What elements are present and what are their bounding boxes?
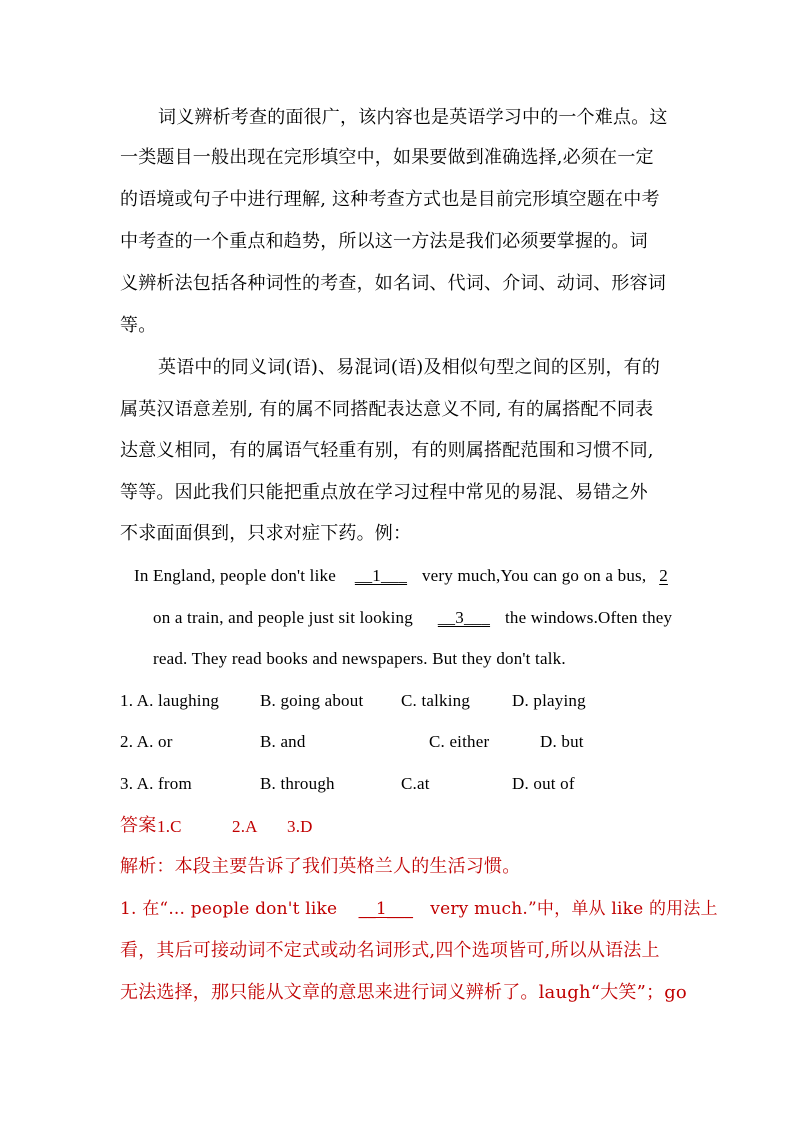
analysis-line-1 bbox=[120, 897, 718, 921]
option-1a: 1. A. laughing bbox=[120, 691, 220, 710]
option-2d: D. but bbox=[540, 732, 584, 751]
option-3c: C.at bbox=[401, 774, 430, 793]
analysis-blank: __1___ bbox=[358, 899, 414, 919]
blank-2: 2 bbox=[659, 566, 668, 585]
analysis-text: very much.”中，单从 like 的用法上 bbox=[430, 899, 718, 919]
passage-text: the windows.Often they bbox=[504, 608, 673, 627]
option-3b: B. through bbox=[260, 774, 335, 793]
intro-p1-line-2: 一类题目一般出现在完形填空中，如果要做到准确选择,必须在一定 bbox=[120, 147, 654, 168]
option-2c: C. either bbox=[429, 732, 490, 751]
option-2b: B. and bbox=[260, 732, 306, 751]
option-3d: D. out of bbox=[512, 774, 575, 793]
intro-p1-line-1: 词义辨析考查的面很广，该内容也是英语学习中的一个难点。这 bbox=[158, 107, 668, 128]
answer-1: 1.C bbox=[157, 817, 182, 836]
passage-line-2 bbox=[153, 606, 672, 630]
passage-line-3: read. They read books and newspapers. But they don't talk. bbox=[153, 649, 566, 668]
passage-line-1 bbox=[134, 564, 668, 588]
intro-p2-line-3: 达意义相同，有的属语气轻重有别，有的则属搭配范围和习惯不同, bbox=[120, 440, 654, 461]
answer-3: 3.D bbox=[287, 817, 313, 836]
intro-p2-line-5: 不求面面俱到，只求对症下药。例： bbox=[120, 523, 412, 544]
analysis-line-3: 无法选择，那只能从文章的意思来进行词义辨析了。laugh“大笑”；go bbox=[120, 982, 687, 1003]
option-3a: 3. A. from bbox=[120, 774, 192, 793]
option-1d: D. playing bbox=[512, 691, 586, 710]
option-1c: C. talking bbox=[401, 691, 471, 710]
intro-p1-line-3: 的语境或句子中进行理解, 这种考查方式也是目前完形填空题在中考 bbox=[120, 189, 660, 210]
passage-text: very much,You can go on a bus, bbox=[421, 566, 647, 585]
analysis-text: 1. 在“... people don't like bbox=[120, 899, 338, 919]
analysis-title: 解析：本段主要告诉了我们英格兰人的生活习惯。 bbox=[120, 856, 521, 877]
blank-3: __3___ bbox=[437, 608, 491, 627]
analysis-line-2: 看，其后可接动词不定式或动名词形式,四个选项皆可,所以从语法上 bbox=[120, 940, 660, 961]
answer-label: 答案 bbox=[120, 815, 157, 836]
intro-p2-line-1: 英语中的同义词(语)、易混词(语)及相似句型之间的区别，有的 bbox=[158, 357, 661, 378]
blank-1: __1___ bbox=[354, 566, 408, 585]
passage-text: on a train, and people just sit looking bbox=[153, 608, 413, 627]
intro-p1-line-4: 中考查的一个重点和趋势，所以这一方法是我们必须要掌握的。词 bbox=[120, 231, 648, 252]
passage-text: In England, people don't like bbox=[134, 566, 336, 585]
intro-p2-line-4: 等等。因此我们只能把重点放在学习过程中常见的易混、易错之外 bbox=[120, 482, 648, 503]
intro-p1-line-5: 义辨析法包括各种词性的考查，如名词、代词、介词、动词、形容词 bbox=[120, 273, 666, 294]
intro-p1-line-6: 等。 bbox=[120, 315, 157, 336]
intro-p2-line-2: 属英汉语意差别, 有的属不同搭配表达意义不同, 有的属搭配不同表 bbox=[120, 399, 654, 420]
option-1b: B. going about bbox=[260, 691, 364, 710]
option-2a: 2. A. or bbox=[120, 732, 173, 751]
answer-2: 2.A bbox=[232, 817, 258, 836]
